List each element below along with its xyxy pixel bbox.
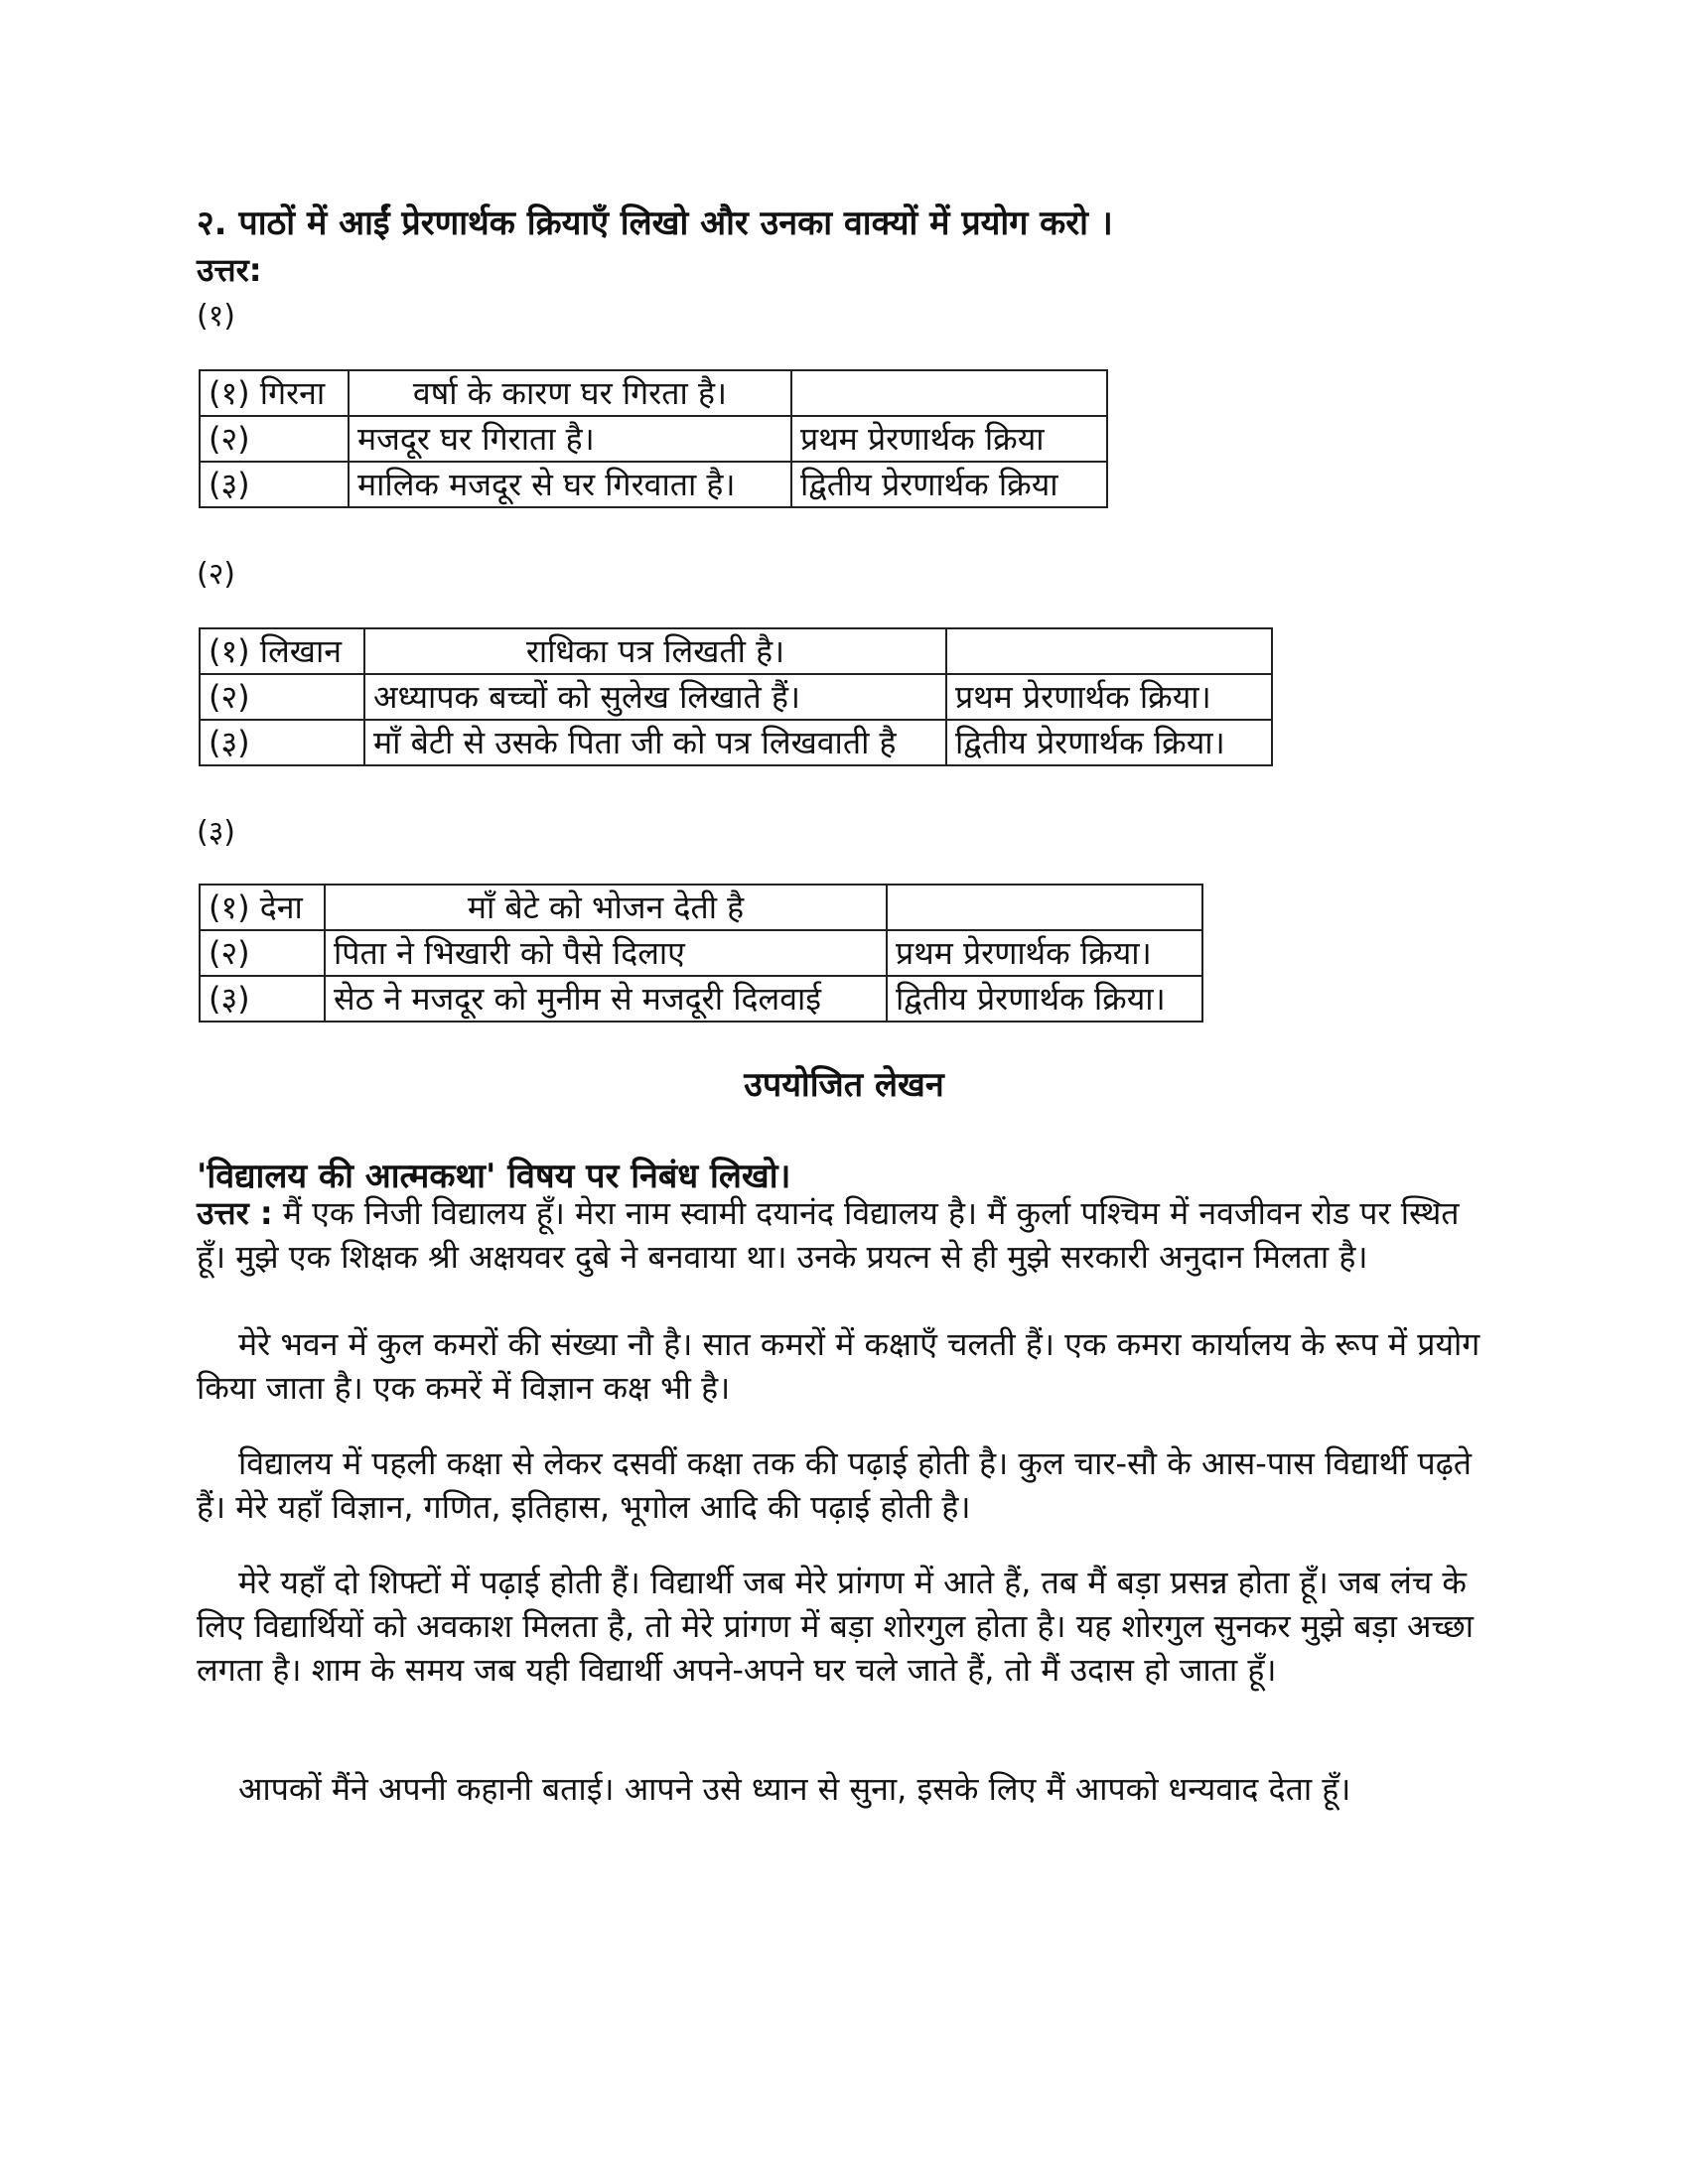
section-title: उपयोजित लेखन: [744, 1065, 944, 1105]
table-cell: प्रथम प्रेरणार्थक क्रिया।: [887, 930, 1202, 976]
table-cell: [887, 885, 1202, 930]
verb-table-2: [199, 627, 1273, 766]
table-row: [200, 976, 1202, 1022]
table-cell: (३): [200, 720, 364, 765]
answer-label: उत्तर:: [197, 251, 262, 289]
table-cell: अध्यापक बच्चों को सुलेख लिखाते हैं।: [364, 674, 946, 720]
table-cell: पिता ने भिखारी को पैसे दिलाए: [325, 930, 887, 976]
table-cell: माँ बेटी से उसके पिता जी को पत्र लिखवाती है: [364, 720, 946, 765]
verb-table-3: [199, 884, 1203, 1023]
question-title: २. पाठों में आईं प्रेरणार्थक क्रियाएँ लिखो और उनका वाक्यों में प्रयोग करो ।: [197, 204, 1113, 243]
table-row: [200, 370, 1107, 416]
essay-paragraph-4: मेरे यहाँ दो शिफ्टों में पढ़ाई होती हैं। विद्यार्थी जब मेरे प्रांगण में आते हैं, तब मैं बड़ा प्रसन्न होता हूँ। जब लंच के लिए विद्यार्थियों को अवकाश मिलता है, तो मेरे प्रांगण में बड़ा शोरगुल होता है। यह शोरगुल सुनकर मुझे बड़ा अच्छा लगता है। शाम के समय जब यही विद्यार्थी अपने-अपने घर चले जाते हैं, तो मैं उदास हो जाता हूँ।: [197, 1564, 1474, 1689]
table-cell: माँ बेटे को भोजन देती है: [325, 885, 887, 930]
essay-paragraph-5: आपकों मैंने अपनी कहानी बताई। आपने उसे ध्यान से सुना, इसके लिए मैं आपको धन्यवाद देता हूँ।: [238, 1770, 1351, 1808]
table-cell: (३): [200, 462, 349, 507]
essay-paragraph-2: मेरे भवन में कुल कमरों की संख्या नौ है। सात कमरों में कक्षाएँ चलती हैं। एक कमरा कार्यालय के रूप में प्रयोग किया जाता है। एक कमरें में विज्ञान कक्ष भी है।: [197, 1325, 1480, 1407]
table-cell: (१) गिरना: [200, 370, 349, 416]
table-cell: [791, 370, 1107, 416]
table-cell: द्वितीय प्रेरणार्थक क्रिया: [791, 462, 1107, 507]
table-cell: द्वितीय प्रेरणार्थक क्रिया।: [946, 720, 1272, 765]
table-cell: मजदूर घर गिराता है।: [349, 416, 791, 462]
table-cell: (१) देना: [200, 885, 325, 930]
table-row: [200, 628, 1272, 674]
group-label-2: (२): [197, 557, 236, 592]
table-cell: [946, 628, 1272, 674]
table-cell: सेठ ने मजदूर को मुनीम से मजदूरी दिलवाई: [325, 976, 887, 1022]
essay-paragraph-1: [197, 1191, 1487, 1279]
table-row: [200, 885, 1202, 930]
essay-paragraph-1-text: मैं एक निजी विद्यालय हूँ। मेरा नाम स्वामी दयानंद विद्यालय है। मैं कुर्ला पश्चिम में नवजीवन रोड पर स्थित हूँ। मुझे एक शिक्षक श्री अक्षयवर दुबे ने बनवाया था। उनके प्रयत्न से ही मुझे सरकारी अनुदान मिलता है।: [197, 1194, 1460, 1276]
group-label-1: (१): [197, 299, 236, 334]
verb-table-1: [199, 369, 1108, 508]
table-row: [200, 416, 1107, 462]
group-label-3: (३): [197, 815, 236, 850]
table-cell: द्वितीय प्रेरणार्थक क्रिया।: [887, 976, 1202, 1022]
essay-title: 'विद्यालय की आत्मकथा' विषय पर निबंध लिखो।: [197, 1157, 791, 1196]
table-row: [200, 674, 1272, 720]
table-cell: (२): [200, 674, 364, 720]
table-cell: वर्षा के कारण घर गिरता है।: [349, 370, 791, 416]
table-cell: प्रथम प्रेरणार्थक क्रिया: [791, 416, 1107, 462]
essay-answer-label: उत्तर :: [197, 1194, 273, 1232]
table-cell: (१) लिखान: [200, 628, 364, 674]
table-cell: (२): [200, 930, 325, 976]
essay-paragraph-3: विद्यालय में पहली कक्षा से लेकर दसवीं कक्षा तक की पढ़ाई होती है। कुल चार-सौ के आस-पास विद्यार्थी पढ़ते हैं। मेरे यहाँ विज्ञान, गणित, इतिहास, भूगोल आदि की पढ़ाई होती है।: [197, 1444, 1472, 1526]
table-row: [200, 462, 1107, 507]
table-row: [200, 720, 1272, 765]
table-row: [200, 930, 1202, 976]
table-cell: राधिका पत्र लिखती है।: [364, 628, 946, 674]
table-cell: (३): [200, 976, 325, 1022]
table-cell: (२): [200, 416, 349, 462]
table-cell: प्रथम प्रेरणार्थक क्रिया।: [946, 674, 1272, 720]
table-cell: मालिक मजदूर से घर गिरवाता है।: [349, 462, 791, 507]
